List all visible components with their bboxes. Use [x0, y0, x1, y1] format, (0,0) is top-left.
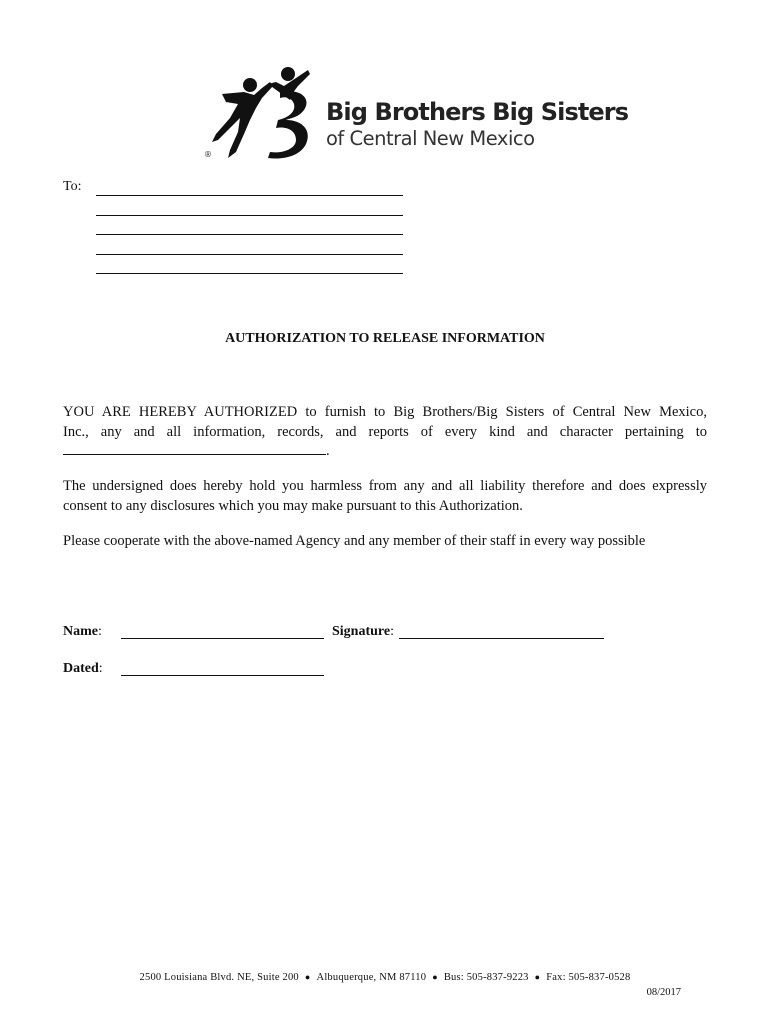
recipient-line[interactable]: [96, 273, 403, 274]
recipient-label: To:: [63, 179, 82, 194]
dated-field[interactable]: [121, 675, 324, 676]
organization-subtitle: of Central New Mexico: [326, 127, 535, 150]
signature-label: Signature:: [332, 624, 394, 639]
authorization-period: .: [326, 443, 330, 459]
cooperation-paragraph: Please cooperate with the above-named Agency and any member of their staff in every way possible: [63, 533, 646, 549]
bullet-separator: ●: [304, 972, 311, 982]
signature-field[interactable]: [399, 638, 604, 639]
organization-name: Big Brothers Big Sisters: [326, 98, 629, 126]
footer-city: Albuquerque, NM 87110: [316, 972, 427, 983]
organization-logo: [200, 62, 629, 168]
pertaining-to-blank[interactable]: [63, 442, 326, 455]
liability-paragraph: The undersigned does hereby hold you harmless from any and all liability therefore and does expressly consent to any disclosures which you may make pursuant to this Authorization.: [63, 478, 707, 514]
recipient-line[interactable]: [96, 195, 403, 196]
registered-trademark: ®: [204, 150, 212, 159]
document-title: AUTHORIZATION TO RELEASE INFORMATION: [225, 331, 545, 346]
recipient-line[interactable]: [96, 215, 403, 216]
name-label: Name:: [63, 624, 102, 639]
authorization-line-2: Inc., any and all information, records, and reports of every kind and character pertaining to: [63, 423, 707, 440]
footer-contact: [0, 972, 770, 983]
recipient-line[interactable]: [96, 254, 403, 255]
dated-label: Dated:: [63, 661, 103, 676]
authorization-line-1: YOU ARE HEREBY AUTHORIZED to furnish to Big Brothers/Big Sisters of Central New Mexico,: [63, 404, 707, 420]
footer-fax: Fax: 505-837-0528: [546, 972, 631, 983]
bullet-separator: ●: [534, 972, 541, 982]
bullet-separator: ●: [432, 972, 438, 982]
revision-date: 08/2017: [646, 987, 681, 998]
footer-address: 2500 Louisiana Blvd. NE, Suite 200: [139, 972, 299, 983]
bbbs-figures-logo-icon: [200, 62, 325, 162]
authorization-paragraph: [63, 403, 707, 462]
authorization-line-3: [63, 442, 707, 462]
recipient-line[interactable]: [96, 234, 403, 235]
name-field[interactable]: [121, 638, 324, 639]
footer-bus-phone: Bus: 505-837-9223: [443, 972, 529, 983]
